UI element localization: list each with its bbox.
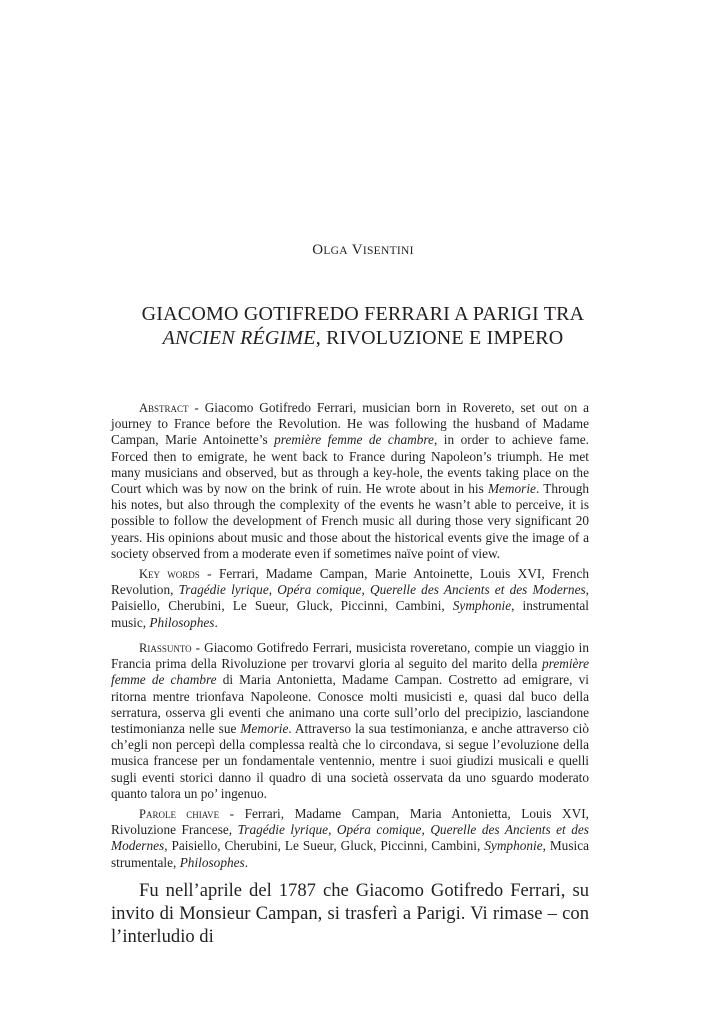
- parole-italic: Tragédie lyrique: [237, 822, 329, 838]
- riassunto-text: di Maria Antonietta, Madame Campan. Costretto ad emigrare, vi ritorna mentre trionfava Napoleone. Conosce molti musicisti e, quasi dal buco della serratura, osserva gli eventi che animano una corte sull’orlo del precipizio, lasciandone testimonianza nelle sue: [111, 672, 589, 737]
- author-last-initial: V: [351, 242, 363, 258]
- keywords-text: Ferrari, Madame Campan, Marie Antoinette, Louis XVI, French Revolution,: [111, 566, 589, 598]
- title-line-2: [90, 326, 636, 350]
- riassunto-italic: Memorie: [240, 721, 289, 737]
- title-line-1: GIACOMO GOTIFREDO FERRARI A PARIGI TRA: [141, 303, 585, 325]
- keywords-italic: Symphonie: [452, 598, 512, 614]
- riassunto-label: Riassunto: [139, 641, 192, 655]
- abstract-italic: Memorie: [487, 481, 536, 497]
- author-name: [0, 242, 726, 259]
- parole-text: ,: [328, 822, 337, 838]
- article-title: [90, 302, 636, 350]
- riassunto-text: . Attraverso la sua testimonianza, e anche attraverso ciò ch’egli non percepì della complessa realtà che lo circondava, si segue l’evoluzione della musica francese per un fondamentale ventennio, mentre i suoi giudizi musicali e quelli sugli eventi storici danno il quadro di una società osservata da uno sguardo moderato quanto talora un po’ ingenuo.: [111, 721, 589, 801]
- author-initial: O: [312, 242, 324, 258]
- abstract-text: Giacomo Gotifredo Ferrari, musician born in Rovereto, set out on a journey to France before the Revolution. He was following the husband of Madame Campan, Marie Antoinette’s: [111, 400, 589, 448]
- parole-italic: Querelle des Ancients et des Modernes: [111, 822, 589, 854]
- keywords-label: Key words: [139, 567, 200, 582]
- riassunto-text: Giacomo Gotifredo Ferrari, musicista roveretano, compie un viaggio in Francia prima della Rivoluzione per trovarvi gloria al seguito del marito della: [111, 640, 589, 672]
- parole-chiave-label: Parole chiave: [139, 807, 220, 822]
- keywords-text: .: [214, 614, 218, 630]
- parole-text: .: [244, 854, 249, 870]
- parole-text: Ferrari, Madame Campan, Maria Antonietta, Louis XVI, Rivoluzione Francese,: [111, 806, 589, 838]
- parole-text: , Paisiello, Cherubini, Le Sueur, Gluck, Piccinni, Cambini,: [164, 838, 485, 854]
- riassunto-sep: -: [191, 640, 205, 655]
- parole-italic: Symphonie: [484, 838, 543, 854]
- abstract-paragraph: [111, 400, 589, 562]
- keywords-text: , instrumental music,: [111, 598, 589, 630]
- body-paragraph: Fu nell’aprile del 1787 che Giacomo Gotifredo Ferrari, su invito di Monsieur Campan, si trasferì a Parigi. Vi rimase – con l’interludio di: [111, 880, 589, 947]
- keywords-italic: Philosophes: [149, 614, 215, 630]
- author-first-rest: LGA: [323, 245, 348, 257]
- parole-chiave-paragraph: [111, 806, 589, 871]
- keywords-text: , Paisiello, Cherubini, Le Sueur, Gluck, Piccinni, Cambini,: [111, 582, 589, 614]
- abstract-sep: -: [188, 400, 205, 415]
- keywords-text: ,: [268, 582, 278, 598]
- keywords-paragraph: [111, 566, 589, 631]
- title-rest: , RIVOLUZIONE E IMPERO: [315, 327, 564, 349]
- riassunto-italic: première femme de chambre: [111, 656, 589, 688]
- parole-italic: Philosophes: [179, 854, 245, 870]
- parole-sep: -: [219, 806, 245, 822]
- parole-italic: Opéra comique: [336, 822, 422, 838]
- parole-text: ,: [421, 822, 431, 838]
- keywords-sep: -: [199, 566, 219, 582]
- riassunto-paragraph: [111, 640, 589, 802]
- abstract-section: [111, 400, 589, 631]
- keywords-italic: Querelle des Ancients et des Modernes: [369, 582, 586, 598]
- parole-text: , Musica strumentale,: [111, 838, 590, 870]
- riassunto-section: [111, 640, 589, 871]
- keywords-italic: Tragédie lyrique: [178, 582, 269, 598]
- body-text: [111, 879, 589, 948]
- abstract-label: Abstract: [139, 401, 189, 415]
- keywords-italic: Opéra comique: [277, 582, 362, 598]
- abstract-text: , in order to achieve fame. Forced then to emigrate, he went back to France during Napoleon’s triumph. He met many musicians and observed, but as through a key-hole, the events taking place on the Court which was by now on the brink of ruin. He wrote about in his: [111, 432, 590, 497]
- keywords-text: ,: [361, 582, 370, 598]
- abstract-italic: première femme de chambre: [274, 432, 434, 448]
- abstract-text: . Through his notes, but also through the complexity of the events he wasn’t able to perceive, it is possible to follow the development of French music all during those very significant 20 years. His opinions about music and those about the historical events give the image of a society observed from a moderate even if sometimes naïve point of view.: [111, 481, 589, 561]
- author-last-rest: ISENTINI: [362, 245, 414, 257]
- title-italic: ANCIEN RÉGIME: [162, 327, 316, 349]
